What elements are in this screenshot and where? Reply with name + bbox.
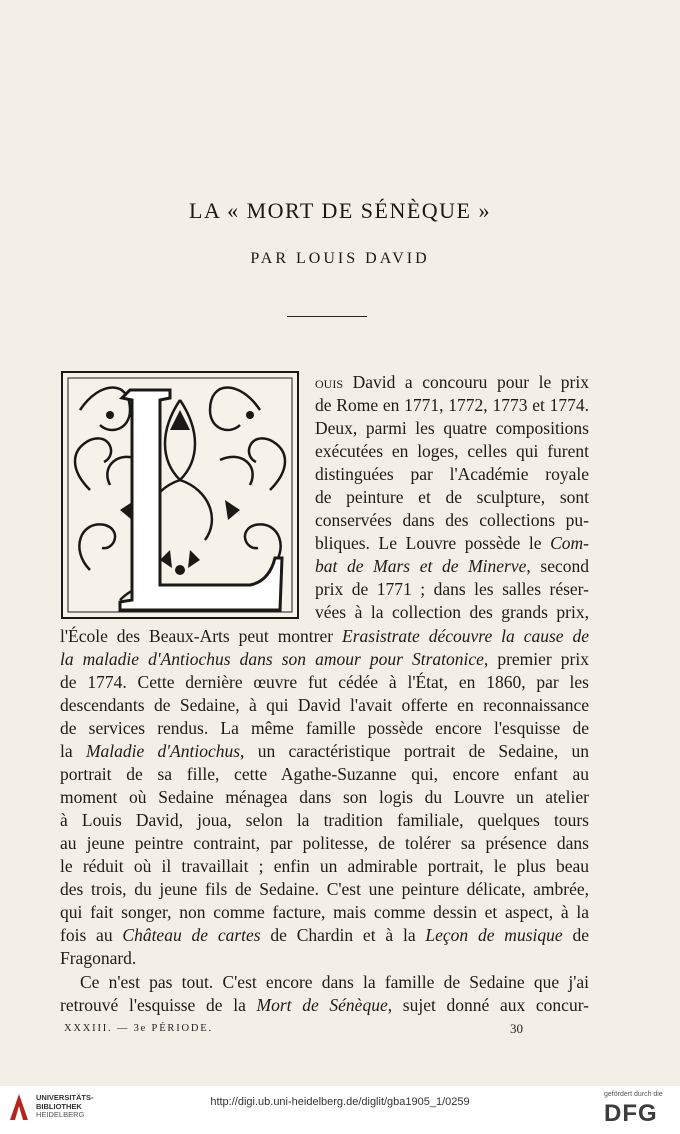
body-line: de peinture et de sculpture, sont <box>315 487 589 507</box>
dfg-logo: DFG <box>604 1100 658 1127</box>
title-rule <box>287 316 367 317</box>
period-footer: XXXIII. — 3e PÉRIODE. <box>64 1023 213 1034</box>
body-line: de 1774. Cette dernière œuvre fut cédée à l'État, en 1860, par les <box>60 672 589 692</box>
body-line: Deux, parmi les quatre compositions <box>315 418 589 438</box>
dropcap-letter: L <box>60 370 61 371</box>
body-line: au jeune peintre contraint, par politesse, de tolérer sa présence dans <box>60 833 589 853</box>
body-line: de Rome en 1771, 1772, 1773 et 1774. <box>315 395 589 415</box>
body-line: retrouvé l'esquisse de la Mort de Sénèque, sujet donné aux concur- <box>60 995 589 1015</box>
library-name: UNIVERSITÄTS- BIBLIOTHEK HEIDELBERG <box>36 1093 94 1119</box>
body-line: conservées dans des collections pu- <box>315 510 589 530</box>
body-line: le réduit où il travaillait ; enfin un admirable portrait, le plus beau <box>60 856 589 876</box>
body-line: bat de Mars et de Minerve, second <box>315 556 589 576</box>
body-line: portrait de sa fille, cette Agathe-Suzanne qui, encore enfant au <box>60 764 589 784</box>
body-line: l'École des Beaux-Arts peut montrer Erasistrate découvre la cause de <box>60 626 589 646</box>
body-line: vées à la collection des grands prix, <box>315 602 589 622</box>
body-line: de services rendus. La même famille possède encore l'esquisse de <box>60 718 589 738</box>
body-line: à Louis David, joua, selon la tradition familiale, quelques tours <box>60 810 589 830</box>
body-line: qui fait songer, non comme facture, mais comme dessin et aspect, à la <box>60 902 589 922</box>
body-line: la maladie d'Antiochus dans son amour pour Stratonice, premier prix <box>60 649 589 669</box>
funded-by-label: gefördert durch die <box>604 1091 663 1098</box>
body-line: bliques. Le Louvre possède le Com- <box>315 533 589 553</box>
body-line: la Maladie d'Antiochus, un caractéristique portrait de Sedaine, un <box>60 741 589 761</box>
body-line: descendants de Sedaine, à qui David l'avait offerte en reconnaissance <box>60 695 589 715</box>
page-number: 30 <box>510 1021 523 1036</box>
ornamental-dropcap <box>60 370 300 620</box>
body-line: des trois, du jeune fils de Sedaine. C'est une peinture délicate, ambrée, <box>60 879 589 899</box>
body-line: Ce n'est pas tout. C'est encore dans la famille de Sedaine que j'ai <box>80 972 589 992</box>
body-line: Fragonard. <box>60 948 137 968</box>
digitization-strip <box>0 1086 680 1134</box>
body-line: ouis David a concouru pour le prix <box>315 372 589 392</box>
article-subtitle: PAR LOUIS DAVID <box>250 250 430 267</box>
body-line: fois au Château de cartes de Chardin et à la Leçon de musique de <box>60 925 589 945</box>
article-title: LA « MORT DE SÉNÈQUE » <box>189 198 491 223</box>
body-line: prix de 1771 ; dans les salles réser- <box>315 579 589 599</box>
body-line: moment où Sedaine ménagea dans son logis du Louvre un atelier <box>60 787 589 807</box>
source-url-link[interactable]: http://digi.ub.uni-heidelberg.de/diglit/gba1905_1/0259 <box>210 1096 470 1108</box>
body-line: exécutées en loges, celles qui furent <box>315 441 589 461</box>
body-line: distinguées par l'Académie royale <box>315 464 589 484</box>
